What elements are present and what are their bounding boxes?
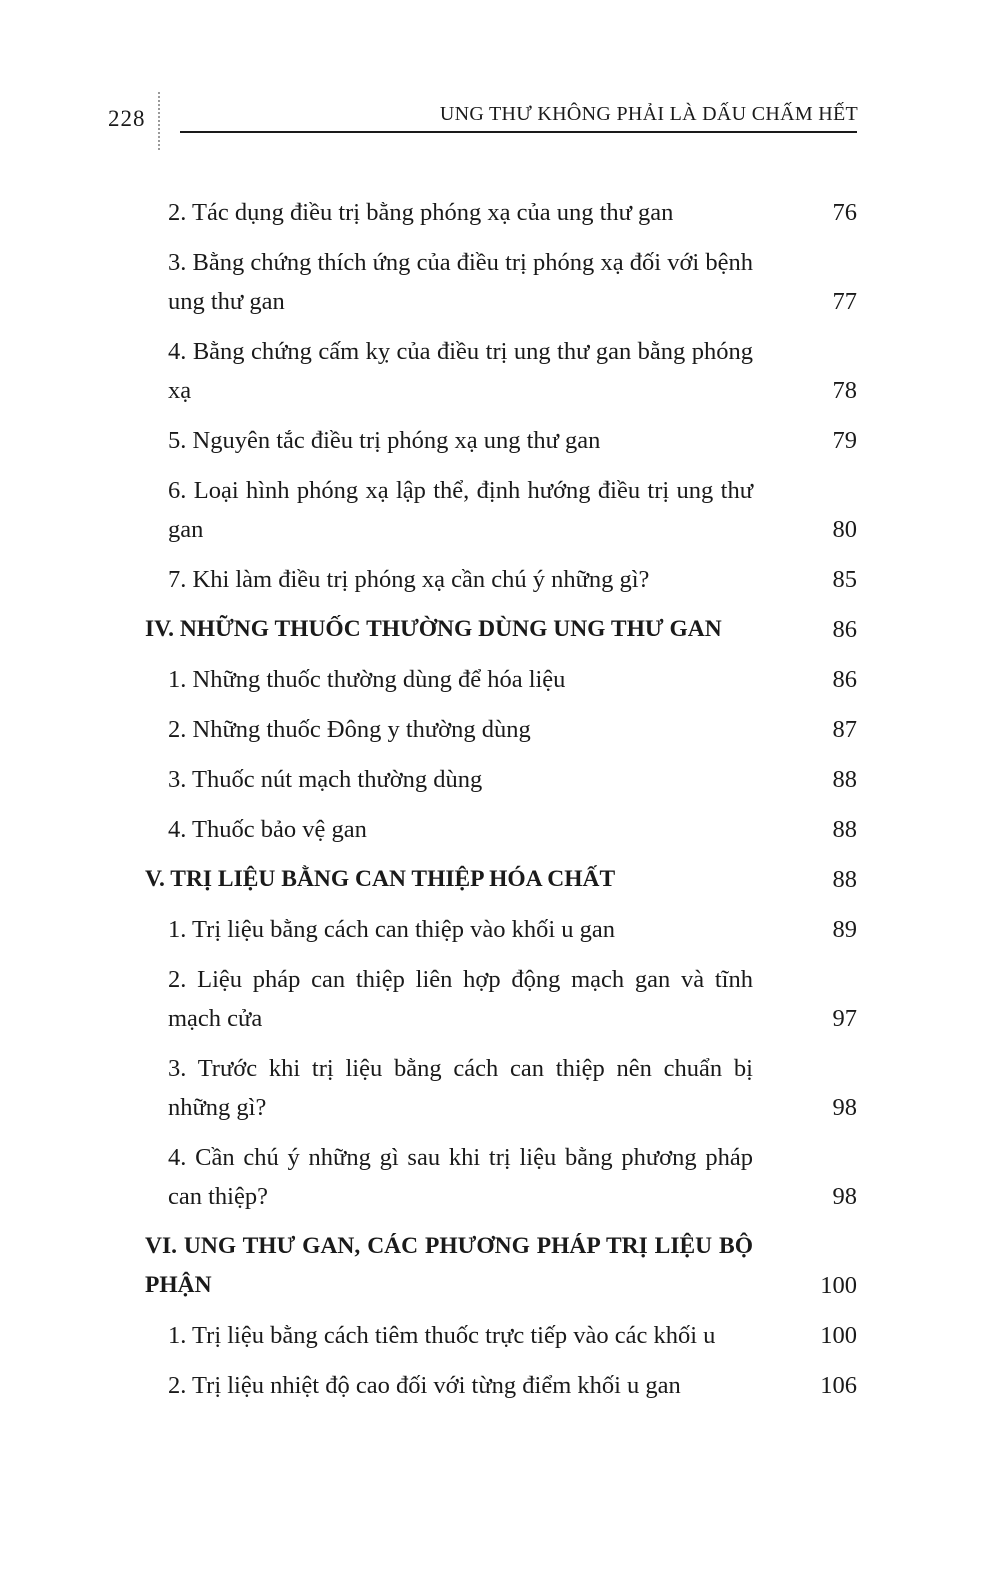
- table-of-contents: [145, 193, 857, 1416]
- toc-entry-title: 2. Những thuốc Đông y thường dùng: [168, 716, 531, 743]
- toc-entry-title: 4. Thuốc bảo vệ gan: [168, 816, 367, 843]
- toc-entry: [145, 471, 857, 549]
- toc-entry: [145, 760, 857, 799]
- toc-entry: [145, 332, 857, 410]
- toc-entry-title: 7. Khi làm điều trị phóng xạ cần chú ý những gì?: [168, 566, 650, 593]
- toc-entry: [145, 421, 857, 460]
- toc-entry-title: 3. Bằng chứng thích ứng của điều trị phóng xạ đối với bệnh ung thư gan: [168, 249, 753, 315]
- toc-entry-title: 1. Trị liệu bằng cách can thiệp vào khối u gan: [168, 916, 616, 943]
- toc-entry-page: 88: [832, 816, 857, 843]
- toc-entry-title: 1. Những thuốc thường dùng để hóa liệu: [168, 666, 566, 693]
- toc-entry-title: 4. Bằng chứng cấm kỵ của điều trị ung thư gan bằng phóng xạ: [168, 338, 753, 404]
- toc-entry: [145, 1138, 857, 1216]
- header-rule: [180, 131, 857, 133]
- toc-entry-page: 77: [832, 288, 857, 315]
- toc-section-heading: [145, 1227, 857, 1305]
- toc-entry-page: 88: [832, 766, 857, 793]
- toc-section-heading: [145, 860, 857, 899]
- toc-entry-title: 3. Trước khi trị liệu bằng cách can thiệp nên chuẩn bị những gì?: [168, 1055, 753, 1121]
- toc-entry-title: 2. Liệu pháp can thiệp liên hợp động mạch gan và tĩnh mạch cửa: [168, 966, 753, 1032]
- toc-entry-page: 87: [832, 716, 857, 743]
- page-header: [0, 0, 1000, 160]
- toc-entry-title: 5. Nguyên tắc điều trị phóng xạ ung thư gan: [168, 427, 601, 454]
- toc-entry-title: 4. Cần chú ý những gì sau khi trị liệu bằng phương pháp can thiệp?: [168, 1144, 753, 1210]
- toc-section-title: V. TRỊ LIỆU BẰNG CAN THIỆP HÓA CHẤT: [145, 866, 616, 892]
- toc-entry: [145, 560, 857, 599]
- toc-entry-page: 100: [820, 1322, 857, 1349]
- toc-entry: [145, 1316, 857, 1355]
- toc-entry: [145, 1049, 857, 1127]
- toc-entry-page: 86: [832, 666, 857, 693]
- toc-entry-title: 2. Trị liệu nhiệt độ cao đối với từng điểm khối u gan: [168, 1372, 681, 1399]
- toc-entry: [145, 960, 857, 1038]
- toc-section-heading: [145, 610, 857, 649]
- toc-entry-page: 98: [832, 1094, 857, 1121]
- toc-entry-page: 88: [832, 866, 857, 893]
- toc-entry: [145, 193, 857, 232]
- header-divider: [158, 92, 162, 150]
- toc-entry-page: 85: [832, 566, 857, 593]
- toc-entry-page: 100: [820, 1272, 857, 1299]
- toc-entry-page: 86: [832, 616, 857, 643]
- toc-entry-title: 6. Loại hình phóng xạ lập thể, định hướng điều trị ung thư gan: [168, 477, 753, 543]
- page-number: 228: [108, 106, 146, 131]
- toc-entry-page: 89: [832, 916, 857, 943]
- toc-entry: [145, 660, 857, 699]
- toc-entry: [145, 810, 857, 849]
- toc-entry: [145, 910, 857, 949]
- toc-entry-page: 97: [832, 1005, 857, 1032]
- toc-entry-page: 79: [832, 427, 857, 454]
- toc-entry-title: 1. Trị liệu bằng cách tiêm thuốc trực tiếp vào các khối u: [168, 1322, 716, 1349]
- toc-entry-page: 98: [832, 1183, 857, 1210]
- toc-section-title: IV. NHỮNG THUỐC THƯỜNG DÙNG UNG THƯ GAN: [145, 616, 722, 642]
- toc-entry-page: 76: [832, 199, 857, 226]
- toc-entry: [145, 1366, 857, 1405]
- toc-entry-page: 80: [832, 516, 857, 543]
- toc-section-title: VI. UNG THƯ GAN, CÁC PHƯƠNG PHÁP TRỊ LIỆU BỘ PHẬN: [145, 1233, 753, 1298]
- toc-entry-page: 78: [832, 377, 857, 404]
- toc-entry-title: 2. Tác dụng điều trị bằng phóng xạ của ung thư gan: [168, 199, 674, 226]
- toc-entry-page: 106: [820, 1372, 857, 1399]
- running-title: UNG THƯ KHÔNG PHẢI LÀ DẤU CHẤM HẾT: [439, 103, 858, 125]
- toc-entry: [145, 243, 857, 321]
- toc-entry-title: 3. Thuốc nút mạch thường dùng: [168, 766, 483, 793]
- toc-entry: [145, 710, 857, 749]
